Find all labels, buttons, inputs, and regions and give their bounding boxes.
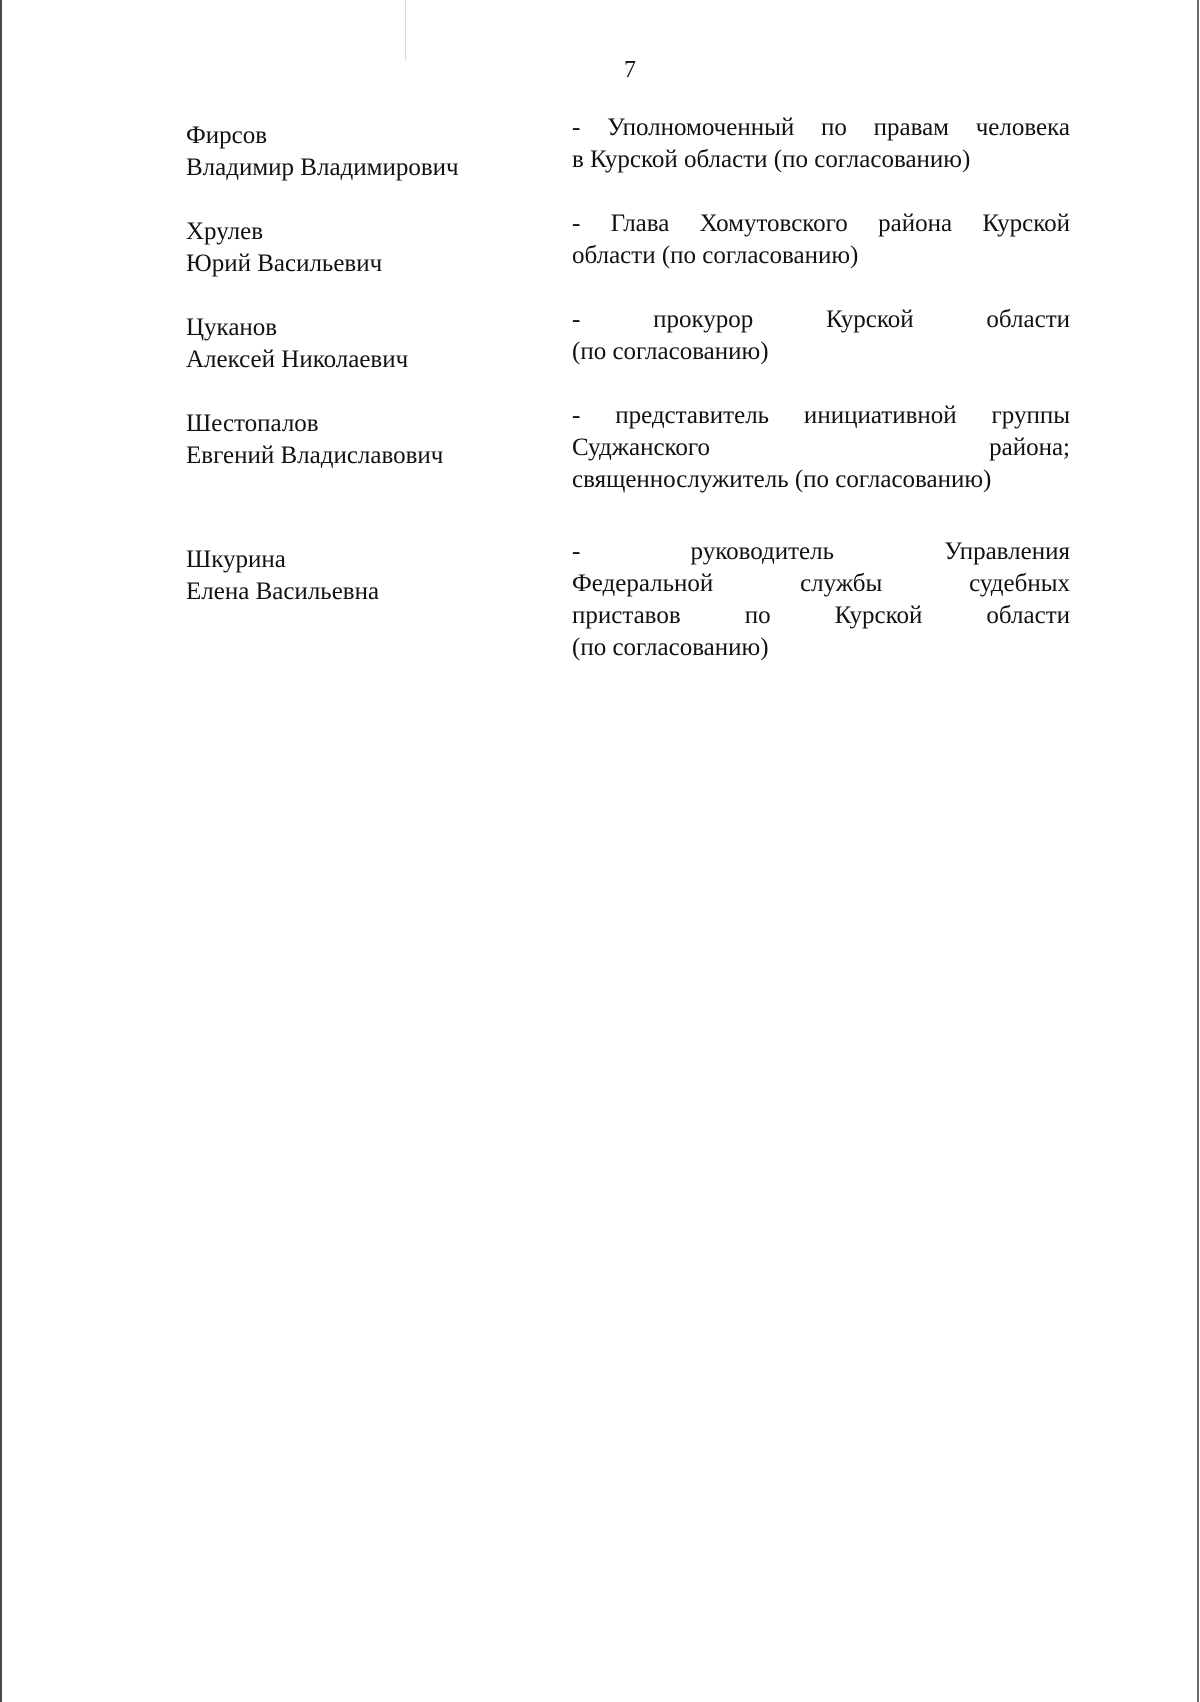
role-line: Суджанского района; — [572, 434, 1070, 461]
member-given-names: Евгений Владиславович — [186, 442, 444, 469]
role-line: - представитель инициативной группы — [572, 402, 1070, 429]
member-row — [186, 208, 1086, 304]
member-name — [186, 208, 586, 280]
member-name — [186, 536, 586, 608]
member-surname: Цуканов — [186, 314, 278, 341]
member-name — [186, 112, 586, 184]
scan-artifact-line — [405, 0, 406, 60]
member-given-names: Елена Васильевна — [186, 578, 380, 605]
member-role — [572, 536, 1070, 664]
member-row — [186, 536, 1086, 676]
role-line: (по согласованию) — [572, 338, 769, 365]
member-role — [572, 208, 1070, 272]
scan-edge-right — [1197, 0, 1199, 1702]
member-role — [572, 400, 1070, 496]
member-name — [186, 400, 586, 472]
role-line: в Курской области (по согласованию) — [572, 146, 971, 173]
member-row — [186, 400, 1086, 536]
member-row — [186, 304, 1086, 400]
member-name — [186, 304, 586, 376]
role-line: Федеральной службы судебных — [572, 570, 1070, 597]
member-role — [572, 112, 1070, 176]
role-line: - прокурор Курской области — [572, 306, 1070, 333]
member-list — [186, 112, 1086, 676]
role-line: приставов по Курской области — [572, 602, 1070, 629]
scan-edge-left — [0, 0, 2, 1702]
role-line: области (по согласованию) — [572, 242, 859, 269]
member-row — [186, 112, 1086, 208]
role-line: священнослужитель (по согласованию) — [572, 466, 992, 493]
member-given-names: Владимир Владимирович — [186, 154, 459, 181]
member-given-names: Алексей Николаевич — [186, 346, 409, 373]
member-surname: Шестопалов — [186, 410, 319, 437]
member-given-names: Юрий Васильевич — [186, 250, 383, 277]
member-surname: Шкурина — [186, 546, 286, 573]
member-surname: Хрулев — [186, 218, 264, 245]
role-line: - руководитель Управления — [572, 538, 1070, 565]
member-surname: Фирсов — [186, 122, 268, 149]
role-line: (по согласованию) — [572, 634, 769, 661]
role-line: - Уполномоченный по правам человека — [572, 114, 1070, 141]
page-number: 7 — [624, 57, 636, 83]
member-role — [572, 304, 1070, 368]
role-line: - Глава Хомутовского района Курской — [572, 210, 1070, 237]
